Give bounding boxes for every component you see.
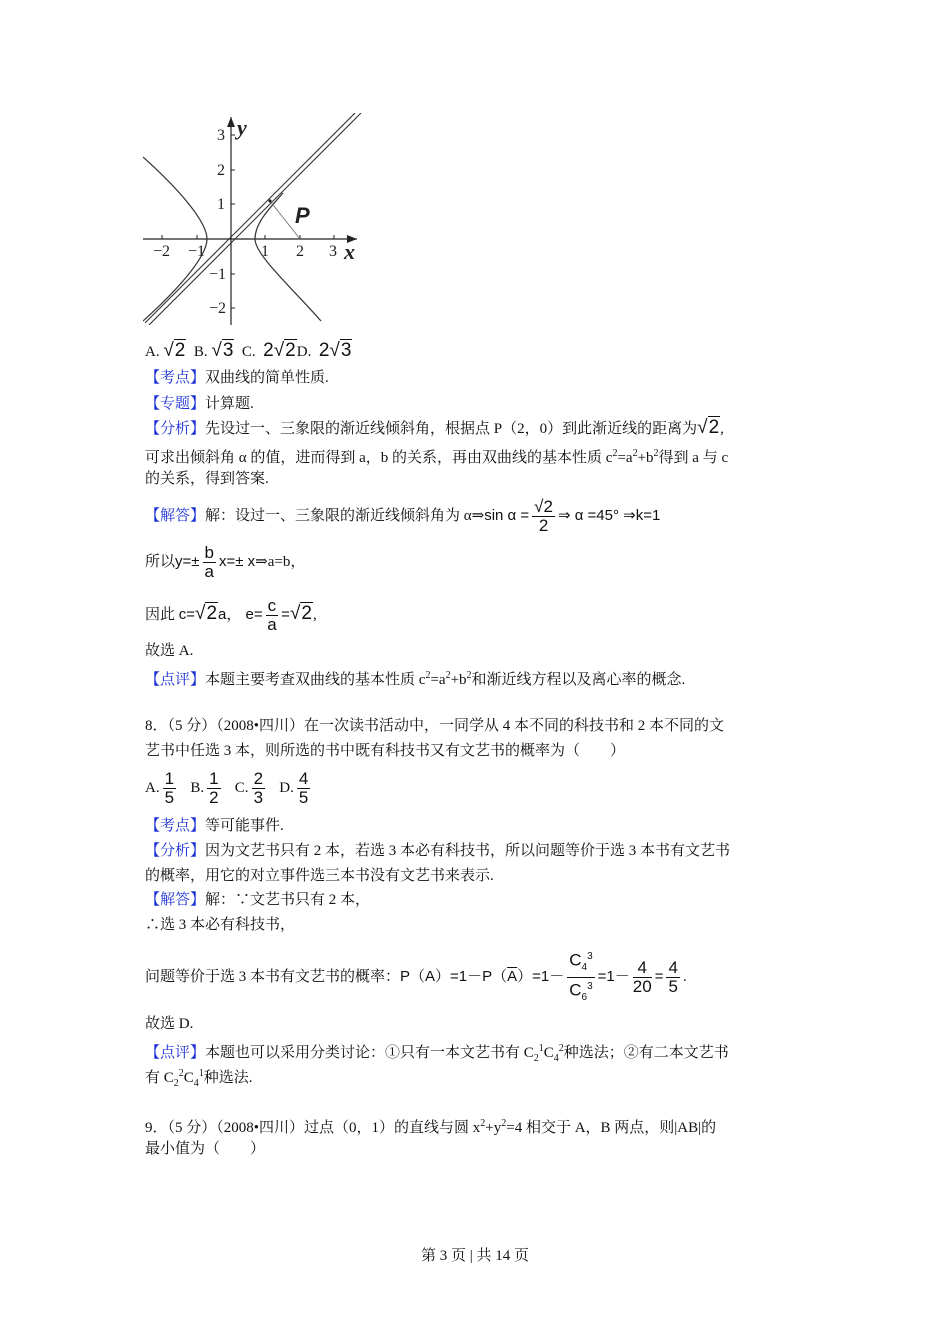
svg-text:1: 1	[261, 243, 269, 260]
svg-text:P: P	[295, 203, 310, 228]
svg-text:2: 2	[296, 243, 304, 260]
option-a-value: √2	[163, 340, 186, 361]
svg-text:3: 3	[217, 127, 225, 144]
svg-text:−1: −1	[188, 243, 206, 260]
svg-text:−1: −1	[209, 266, 227, 283]
svg-text:3: 3	[329, 243, 337, 260]
svg-text:2: 2	[217, 162, 225, 179]
q7-jieda: 【解答】解：设过一、三象限的渐近线倾斜角为 α⇒sin α = $\frac{√2}{2}$ ⇒ α =45° ⇒k=1	[145, 497, 661, 536]
page-footer: 第 3 页 | 共 14 页	[420, 1248, 529, 1264]
q7-fenxi: 【分析】先设过一、三象限的渐近线倾斜角，根据点 P（2，0）到此渐近线的距离为√2,	[145, 417, 724, 438]
svg-text:1: 1	[217, 196, 225, 213]
q8-kaodian: 【考点】等可能事件.	[145, 818, 284, 834]
q8-fenxi: 【分析】因为文艺书只有 2 本，若选 3 本必有科技书，所以问题等价于选 3 本书有文艺书	[145, 843, 731, 859]
option-b-value: √3	[211, 340, 234, 361]
q9-stem: 9．（5 分）（2008•四川）过点（0，1）的直线与圆 $x^2+y^2=4$ 相交于 A，B 两点，则|AB|的	[145, 1118, 717, 1136]
q7-dianping: 【点评】本题主要考查双曲线的基本性质 $c^2=a^2+b^2$和渐近线方程以及离心率的概念.	[145, 670, 686, 688]
q8-dianping: 【点评】本题也可以采用分类讨论：①只有一本文艺书有 $C_2^1C_4^2$种选法；②有二本文艺书	[145, 1043, 729, 1064]
q8-stem: 8．（5 分）（2008•四川）在一次读书活动中，一同学从 4 本不同的科技书和 2 本不同的文	[145, 718, 725, 734]
hyperbola-graph	[143, 113, 363, 325]
svg-text:−2: −2	[153, 243, 171, 260]
q7-options: A. √2 B. √3 C. 2√2D. 2√3	[145, 340, 352, 361]
svg-text:y: y	[237, 115, 247, 140]
option-d-value: 2√3	[318, 340, 352, 361]
option-c-value: 2√2	[263, 340, 296, 361]
q7-kaodian: 【考点】双曲线的简单性质.	[145, 370, 329, 386]
q8-options: A. $\frac{1}{5}$ B. $\frac{1}{2}$ C. $\frac{2}{3}$ D. $\frac{4}{5}$	[145, 769, 309, 808]
svg-text:x: x	[344, 239, 355, 264]
q8-jieda: 【解答】解：∵文艺书只有 2 本，	[145, 892, 371, 908]
q7-zhuanti: 【专题】计算题.	[145, 396, 254, 412]
svg-text:−2: −2	[209, 300, 227, 317]
